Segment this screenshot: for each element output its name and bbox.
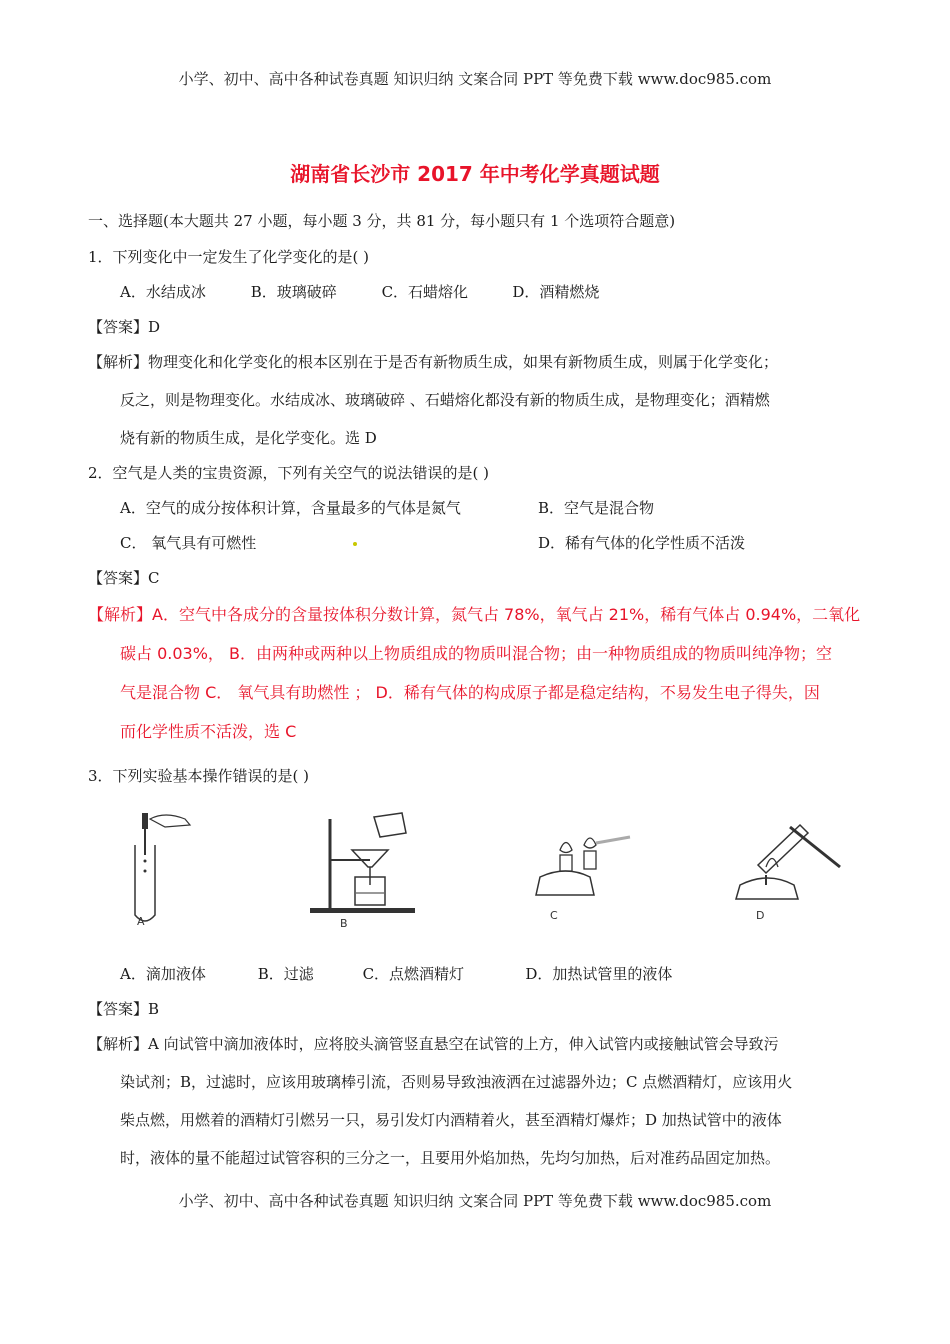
figure-a-dropper xyxy=(115,805,205,930)
page-header: 小学、初中、高中各种试卷真题 知识归纳 文案合同 PPT 等免费下载 www.doc985.com xyxy=(178,70,772,88)
figure-label-a: A xyxy=(137,915,145,928)
q3-analysis-line: 【解析】A 向试管中滴加液体时，应将胶头滴管竖直悬空在试管的上方，伸入试管内或接触试管会导致污 xyxy=(88,1035,779,1053)
q1-options xyxy=(120,281,599,302)
q1-option-a: A．水结成冰 xyxy=(120,283,206,301)
q1-option-b: B．玻璃破碎 xyxy=(250,283,337,301)
alcohol-lamp-icon xyxy=(530,805,640,930)
q1-analysis-line: 烧有新的物质生成，是化学变化。选 D xyxy=(120,429,377,447)
q1-analysis-line: 【解析】物理变化和化学变化的根本区别在于是否有新物质生成，如果有新物质生成，则属于化学变化； xyxy=(88,353,779,371)
q2-answer: 【答案】C xyxy=(88,569,160,587)
q2-analysis-line: 而化学性质不活泼，选 C xyxy=(120,722,297,741)
figure-label-b: B xyxy=(340,917,348,930)
q2-analysis-line: 气是混合物 C． 氧气具有助燃性 ； D．稀有气体的构成原子都是稳定结构，不易发生电子得失，因 xyxy=(120,683,820,702)
figure-b-filtration xyxy=(300,805,420,930)
stray-dot xyxy=(353,542,357,546)
q2-stem: 2．空气是人类的宝贵资源，下列有关空气的说法错误的是( ) xyxy=(88,464,490,482)
q1-answer: 【答案】D xyxy=(88,318,161,336)
q1-analysis-line: 反之，则是物理变化。水结成冰、玻璃破碎 、石蜡熔化都没有新的物质生成，是物理变化；酒精燃 xyxy=(120,391,770,409)
q1-stem: 1．下列变化中一定发生了化学变化的是( ) xyxy=(88,248,370,266)
q1-option-d: D．酒精燃烧 xyxy=(512,283,600,301)
q2-analysis-line: 【解析】A．空气中各成分的含量按体积分数计算，氮气占 78%，氧气占 21%，稀有气体占 0.94%，二氧化 xyxy=(88,605,861,624)
q3-option-b: B．过滤 xyxy=(257,965,314,983)
page-footer: 小学、初中、高中各种试卷真题 知识归纳 文案合同 PPT 等免费下载 www.doc985.com xyxy=(178,1192,772,1210)
q1-option-c: C．石蜡熔化 xyxy=(381,283,469,301)
q3-option-d: D．加热试管里的液体 xyxy=(525,965,673,983)
q2-option-a: A．空气的成分按体积计算，含量最多的气体是氮气 xyxy=(120,499,461,517)
figure-label-d: D xyxy=(756,909,765,922)
q3-option-c: C．点燃酒精灯 xyxy=(362,965,465,983)
section-heading: 一、选择题(本大题共 27 小题，每小题 3 分，共 81 分，每小题只有 1 个选项符合题意) xyxy=(88,212,676,230)
figure-c-lamp xyxy=(530,805,640,930)
figure-d-heating xyxy=(728,805,848,930)
heating-test-tube-icon xyxy=(728,805,848,930)
dropper-test-tube-icon xyxy=(115,805,205,930)
q2-option-b: B．空气是混合物 xyxy=(538,499,655,517)
q3-answer: 【答案】B xyxy=(88,1000,160,1018)
q3-analysis-line: 时，液体的量不能超过试管容积的三分之一，且要用外焰加热，先均匀加热，后对准药品固定加热。 xyxy=(120,1149,781,1167)
q2-option-d: D．稀有气体的化学性质不活泼 xyxy=(538,534,746,552)
q3-analysis-line: 染试剂；B，过滤时，应该用玻璃棒引流，否则易导致浊液洒在过滤器外边；C 点燃酒精灯，应该用火 xyxy=(120,1073,793,1091)
page-title: 湖南省长沙市 2017 年中考化学真题试题 xyxy=(290,162,660,186)
filtration-apparatus-icon xyxy=(300,805,420,930)
figure-label-c: C xyxy=(550,909,558,922)
q2-option-c: C． 氧气具有可燃性 xyxy=(120,534,257,552)
q2-analysis-line: 碳占 0.03%， B．由两种或两种以上物质组成的物质叫混合物；由一种物质组成的物质叫纯净物；空 xyxy=(120,644,832,663)
q3-options xyxy=(120,963,672,984)
q3-stem: 3．下列实验基本操作错误的是( ) xyxy=(88,767,310,785)
q3-option-a: A．滴加液体 xyxy=(120,965,206,983)
q3-analysis-line: 柴点燃，用燃着的酒精灯引燃另一只，易引发灯内酒精着火，甚至酒精灯爆炸；D 加热试管中的液体 xyxy=(120,1111,782,1129)
